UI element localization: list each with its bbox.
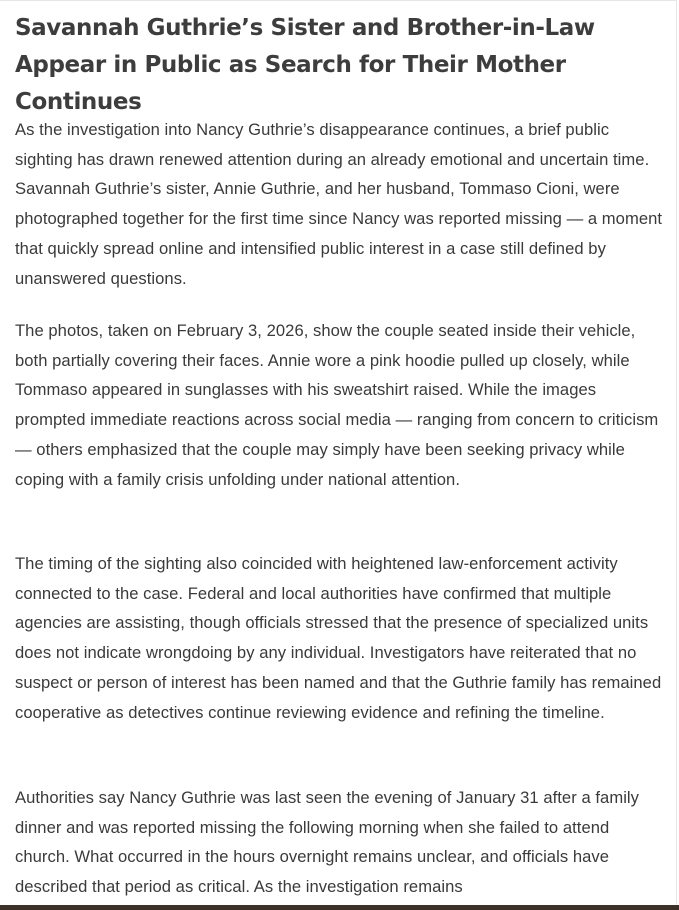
article-paragraph: The timing of the sighting also coincided with heightened law-enforcement activity connected to the case. Federal and local authorities have confirmed that multiple agencies are assisting, though officials stressed that the presence of specialized units does not indicate wrongdoing by any individual. Investigators have reiterated that no suspect or person of interest has been named and that the Guthrie family has remained cooperative as detectives continue reviewing evidence and refining the timeline.: [15, 554, 662, 722]
article-paragraph: The photos, taken on February 3, 2026, show the couple seated inside their vehicle, both partially covering their faces. Annie wore a pink hoodie pulled up closely, while Tommaso appeared in sunglasses with his sweatshirt raised. While the images prompted immediate reactions across social media — ranging from concern to criticism — others emphasized that the couple may simply have been seeking privacy while coping with a family crisis unfolding under national attention.: [15, 321, 659, 489]
article-paragraph: As the investigation into Nancy Guthrie’s disappearance continues, a brief public sighting has drawn renewed attention during an already emotional and uncertain time. Savannah Guthrie’s sister, Annie Guthrie, and her husband, Tommaso Cioni, were photographed together for the first time since Nancy was reported missing — a moment that quickly spread online and intensified public interest in a case still defined by unanswered questions.: [15, 120, 663, 288]
article: [15, 10, 667, 897]
article-paragraph: Authorities say Nancy Guthrie was last seen the evening of January 31 after a family dinner and was reported missing the following morning when she failed to attend church. What occurred in the hours overnight remains unclear, and officials have described that period as critical. As the investigation remains: [15, 788, 640, 897]
bottom-bar: [0, 905, 679, 910]
article-title: Savannah Guthrie’s Sister and Brother-in-Law Appear in Public as Search for Their Mother Continues: [15, 15, 595, 115]
